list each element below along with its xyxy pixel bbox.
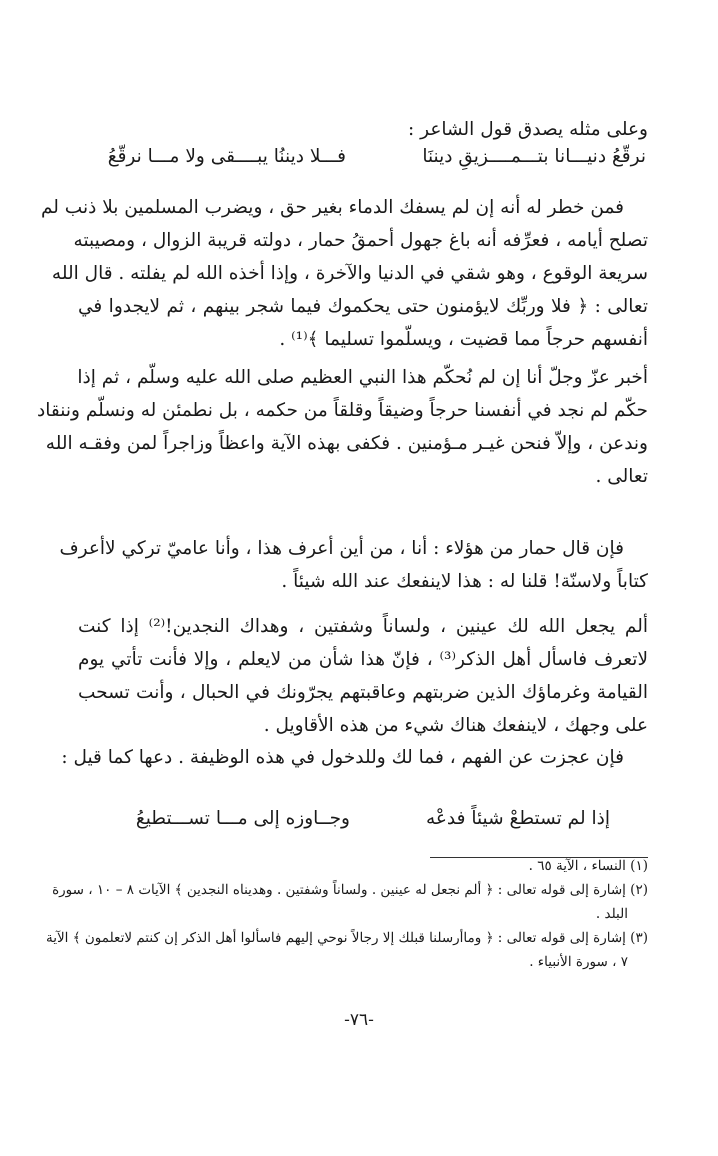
intro-line: [78, 113, 648, 146]
verse2-right-hemistich: إذا لم تستطعْ شيئاً فدعْه: [425, 808, 610, 829]
paragraph-2: [37, 361, 648, 493]
text-line: سريعة الوقوع ، وهو شقي في الدنيا والآخرة ، وإذا أخذه الله لم يفلته . قال الله: [51, 263, 648, 284]
text-line: تعالى : ﴿ فلا وربِّك لايؤمنون حتى يحكموك فيما شجر بينهم ، ثم لايجدوا في: [78, 296, 648, 317]
text-line: فإن قال حمار من هؤلاء : أنا ، من أين أعرف هذا ، وأنا عاميّ تركي لاأعرف: [59, 538, 624, 559]
text-line: على وجهك ، لاينفعك هناك شيء من هذه الأقاويل .: [263, 715, 648, 736]
text-line: أنفسهم حرجاً مما قضيت ، ويسلّموا تسليما ﴾⁽¹⁾ .: [279, 329, 648, 350]
text-line: كتاباً ولاسنّة! قلنا له : هذا لاينفعك عند الله شيئاً .: [281, 571, 648, 592]
paragraph-5: [61, 741, 648, 774]
text-line: وعلى مثله يصدق قول الشاعر :: [408, 119, 648, 140]
footnote-3: (٣) إشارة إلى قوله تعالى : ﴿ وماأرسلنا قبلك إلا رجالاً نوحي إليهم فاسألوا أهل الذكر إن كنتم لاتعلمون ﴾ الآية: [45, 930, 648, 946]
text-line: تعالى .: [595, 466, 648, 487]
text-line: حكّم لم نجد في أنفسنا حرجاً وضيقاً وقلقاً من حكمه ، بل نطمئن له ونسلّم وننقاد: [37, 400, 648, 421]
paragraph-1: [40, 191, 648, 356]
verse1-right-hemistich: نرقّعُ دنيـــانا بتـــمــــزيقِ ديننَا: [422, 146, 646, 167]
text-line: القيامة وغرماؤك الذين ضربتهم وعاقبتهم يجرّونك في الحبال ، وأنت تسحب: [78, 682, 648, 703]
text-line: فإن عجزت عن الفهم ، فما لك وللدخول في هذه الوظيفة . دعها كما قيل :: [61, 747, 624, 768]
text-line: تصلح أيامه ، فعرِّفه أنه باغ جهول أحمقُ حمار ، دولته قريبة الزوال ، ومصيبته: [73, 230, 648, 251]
text-line: ألم يجعل الله لك عينين ، ولساناً وشفتين ، وهداك النجدين!⁽²⁾ إذا كنت: [78, 616, 649, 637]
text-line: وندعن ، وإلاّ فنحن غيـر مـؤمنين . فكفى بهذه الآية واعظاً وزاجراً لمن وفقـه الله: [45, 433, 648, 454]
verse2-left-hemistich: وجــاوزه إلى مـــا تســـتطيعُ: [135, 808, 350, 829]
text-line: أخبر عزّ وجلّ أنا إن لم نُحكّم هذا النبي العظيم صلى الله عليه وسلّم ، ثم إذا: [77, 367, 648, 388]
text-line: لاتعرف فاسأل أهل الذكر⁽³⁾ ، فإنّ هذا شأن من لايعلم ، وإلا فأنت تأتي يوم: [78, 649, 648, 670]
paragraph-3: [59, 532, 648, 598]
footnote-1: (١) النساء ، الآية ٦٥ .: [528, 858, 648, 874]
footnote-2-continued: البلد .: [595, 906, 628, 922]
footnotes: [45, 854, 648, 974]
footnote-2: (٢) إشارة إلى قوله تعالى : ﴿ ألم نجعل له عينين . ولساناً وشفتين . وهديناه النجدين ﴾ الآيات ٨ – ١٠ ، سورة: [52, 882, 648, 898]
verse1-left-hemistich: فـــلا ديننُا يبــــقى ولا مـــا نرقّعُ: [107, 146, 346, 167]
page-number: -٧٦-: [344, 1010, 374, 1030]
footnote-3-continued: ٧ ، سورة الأنبياء .: [529, 954, 628, 970]
paragraph-4: [78, 610, 648, 742]
text-line: فمن خطر له أنه إن لم يسفك الدماء بغير حق ، ويضرب المسلمين بلا ذنب لم: [40, 197, 624, 218]
